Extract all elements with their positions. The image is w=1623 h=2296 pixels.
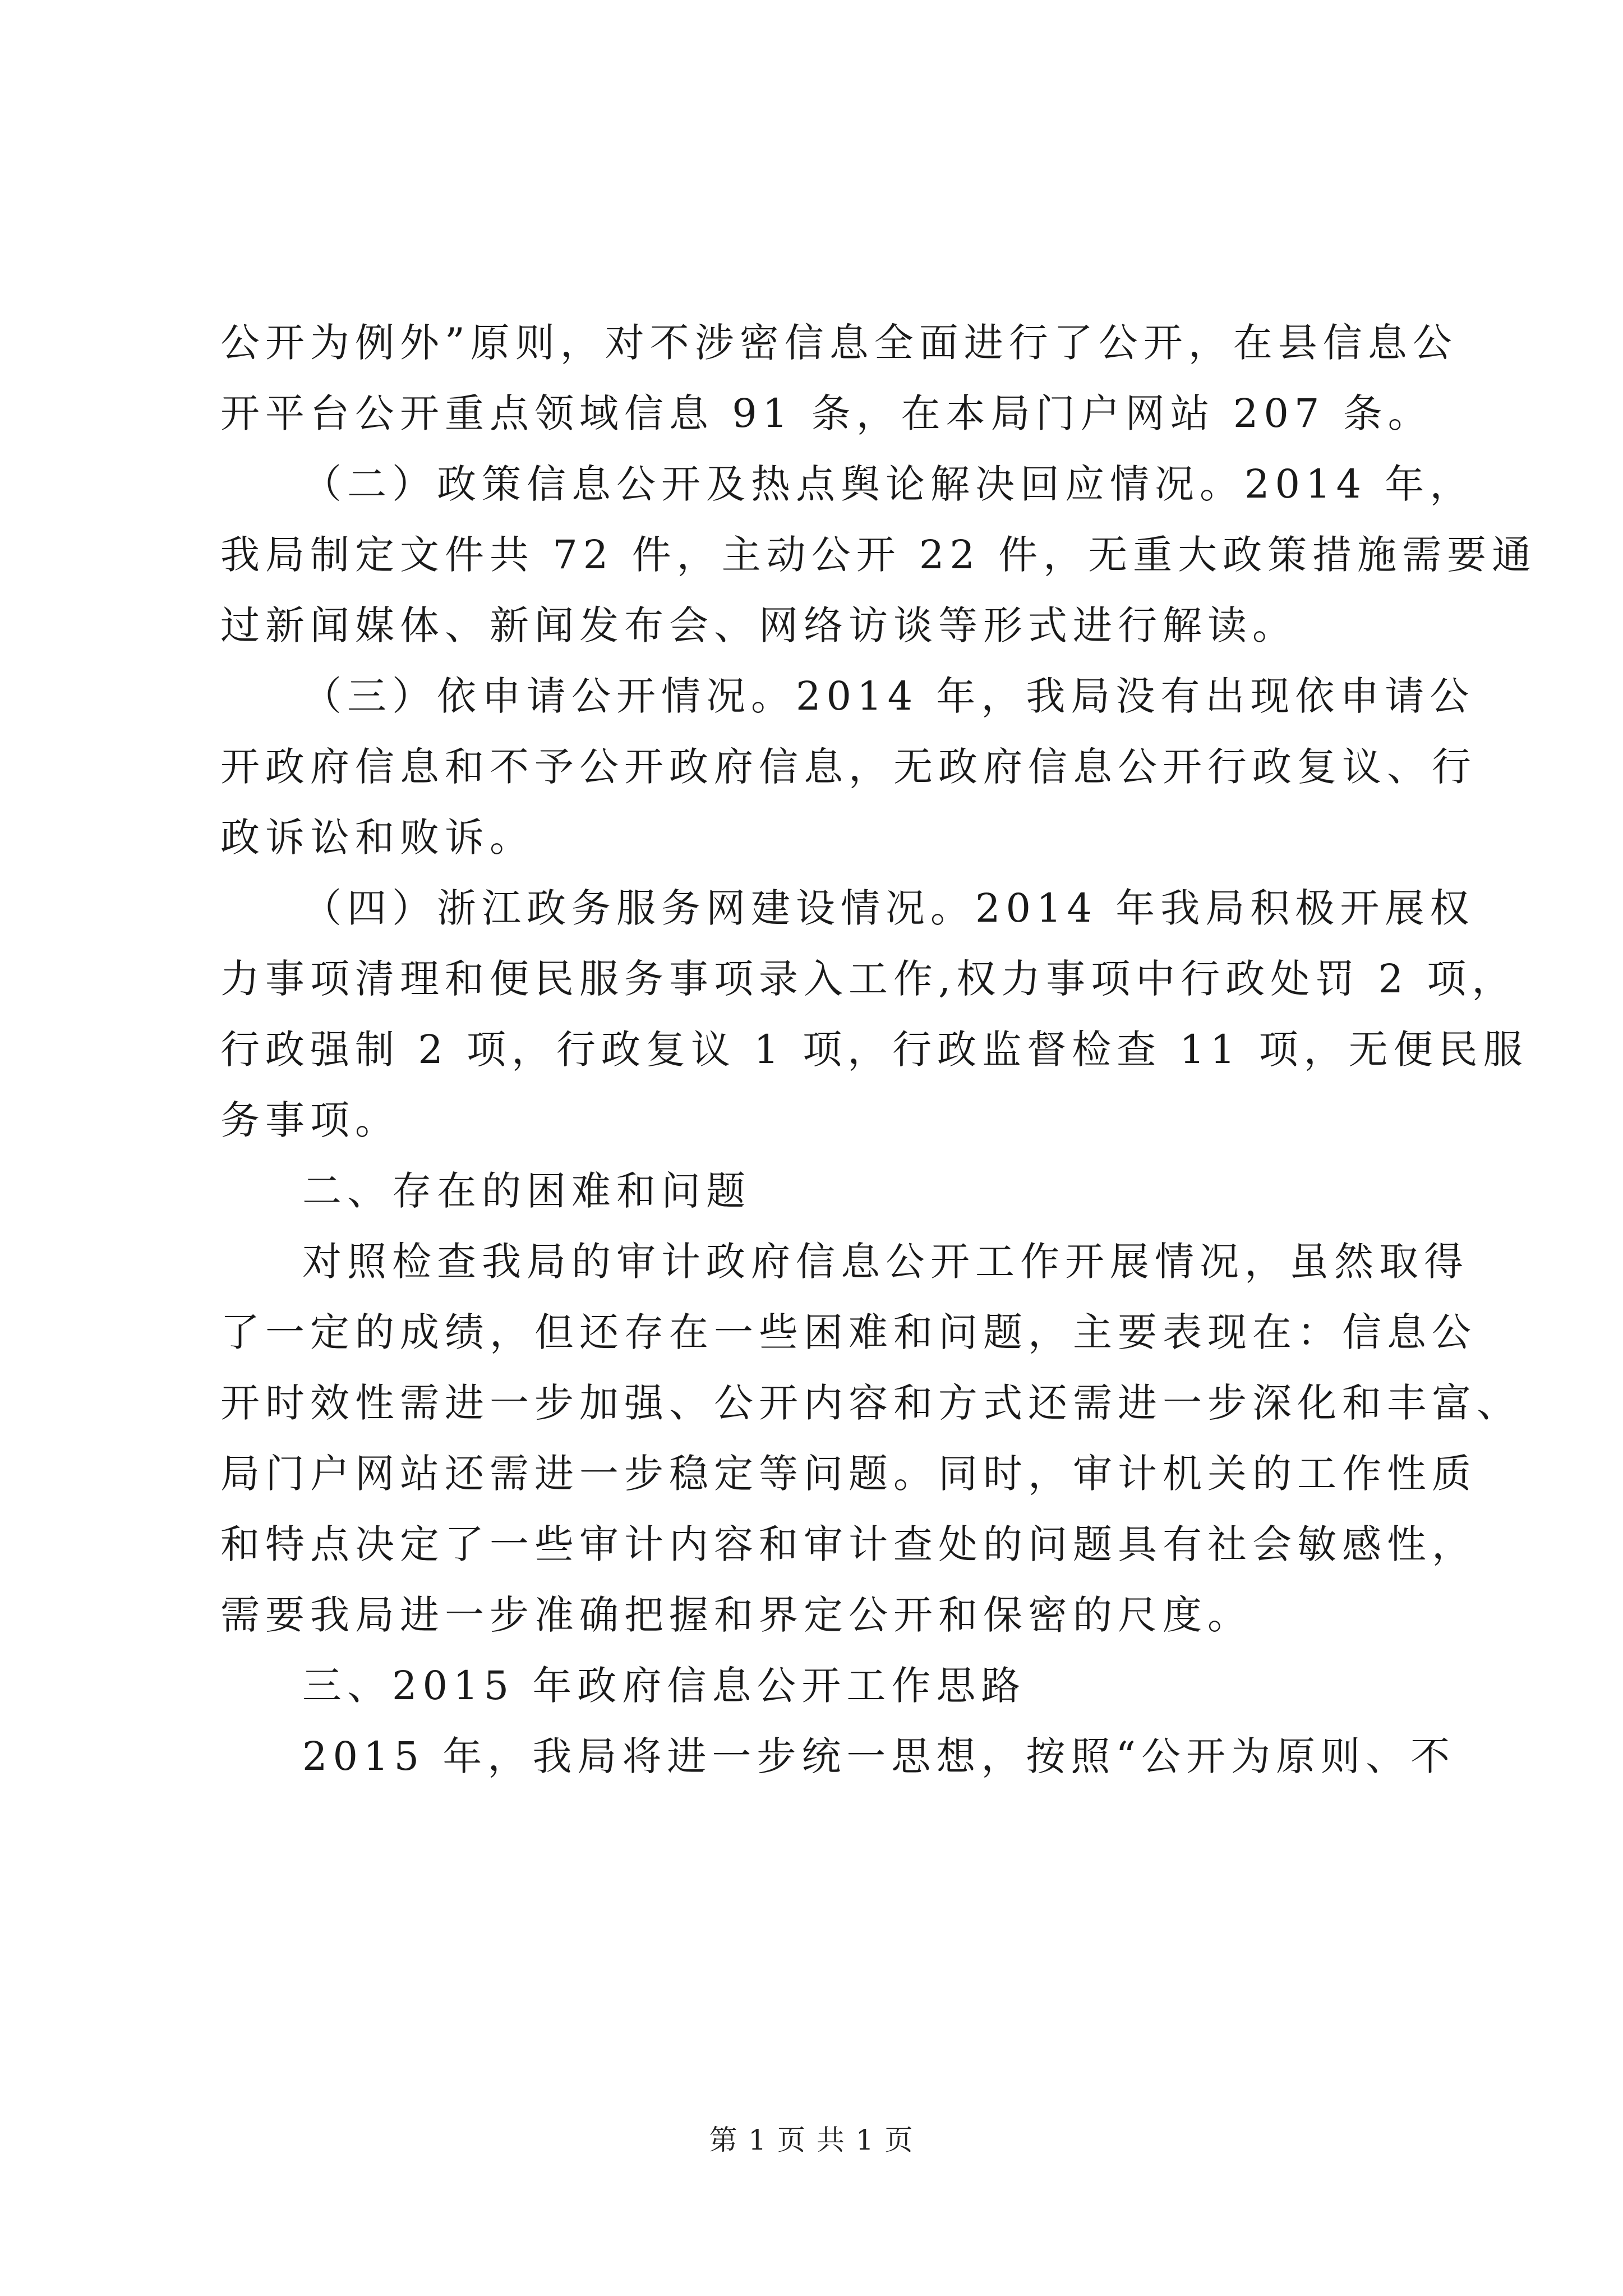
text-line: 开时效性需进一步加强、公开内容和方式还需进一步深化和丰富、	[220, 1380, 1521, 1426]
section-heading-line: （四）浙江政务服务网建设情况。2014 年我局积极开展权	[302, 885, 1475, 931]
text-line: 行政强制 2 项，行政复议 1 项，行政监督检查 11 项，无便民服	[220, 1027, 1528, 1073]
text-line: 过新闻媒体、新闻发布会、网络访谈等形式进行解读。	[220, 602, 1297, 648]
text-line: 我局制定文件共 72 件，主动公开 22 件，无重大政策措施需要通	[220, 532, 1537, 578]
page-number-footer: 第 1 页 共 1 页	[709, 2124, 914, 2156]
text-line: 力事项清理和便民服务事项录入工作,权力事项中行政处罚 2 项，	[220, 956, 1517, 1002]
section-heading-line: （三）依申请公开情况。2014 年，我局没有出现依申请公	[302, 673, 1475, 719]
text-line: 开政府信息和不予公开政府信息，无政府信息公开行政复议、行	[220, 744, 1477, 790]
text-line: 务事项。	[220, 1097, 400, 1143]
section-title: 二、存在的困难和问题	[302, 1168, 751, 1214]
text-line: 开平台公开重点领域信息 91 条，在本局门户网站 207 条。	[220, 390, 1433, 436]
paragraph-start-line: 2015 年，我局将进一步统一思想，按照“公开为原则、不	[302, 1733, 1456, 1779]
document-body	[220, 307, 1537, 1792]
text-line: 和特点决定了一些审计内容和审计查处的问题具有社会敏感性，	[220, 1521, 1477, 1567]
section-heading-line: （二）政策信息公开及热点舆论解决回应情况。2014 年，	[302, 461, 1475, 507]
text-line: 公开为例外”原则，对不涉密信息全面进行了公开，在县信息公	[220, 320, 1458, 366]
text-line: 局门户网站还需进一步稳定等问题。同时，审计机关的工作性质	[220, 1451, 1477, 1497]
text-line: 政诉讼和败诉。	[220, 815, 534, 861]
section-title: 三、2015 年政府信息公开工作思路	[302, 1663, 1026, 1709]
text-line: 了一定的成绩，但还存在一些困难和问题，主要表现在：信息公	[220, 1309, 1477, 1355]
text-line: 需要我局进一步准确把握和界定公开和保密的尺度。	[220, 1592, 1252, 1638]
paragraph-start-line: 对照检查我局的审计政府信息公开工作开展情况，虽然取得	[302, 1239, 1469, 1285]
